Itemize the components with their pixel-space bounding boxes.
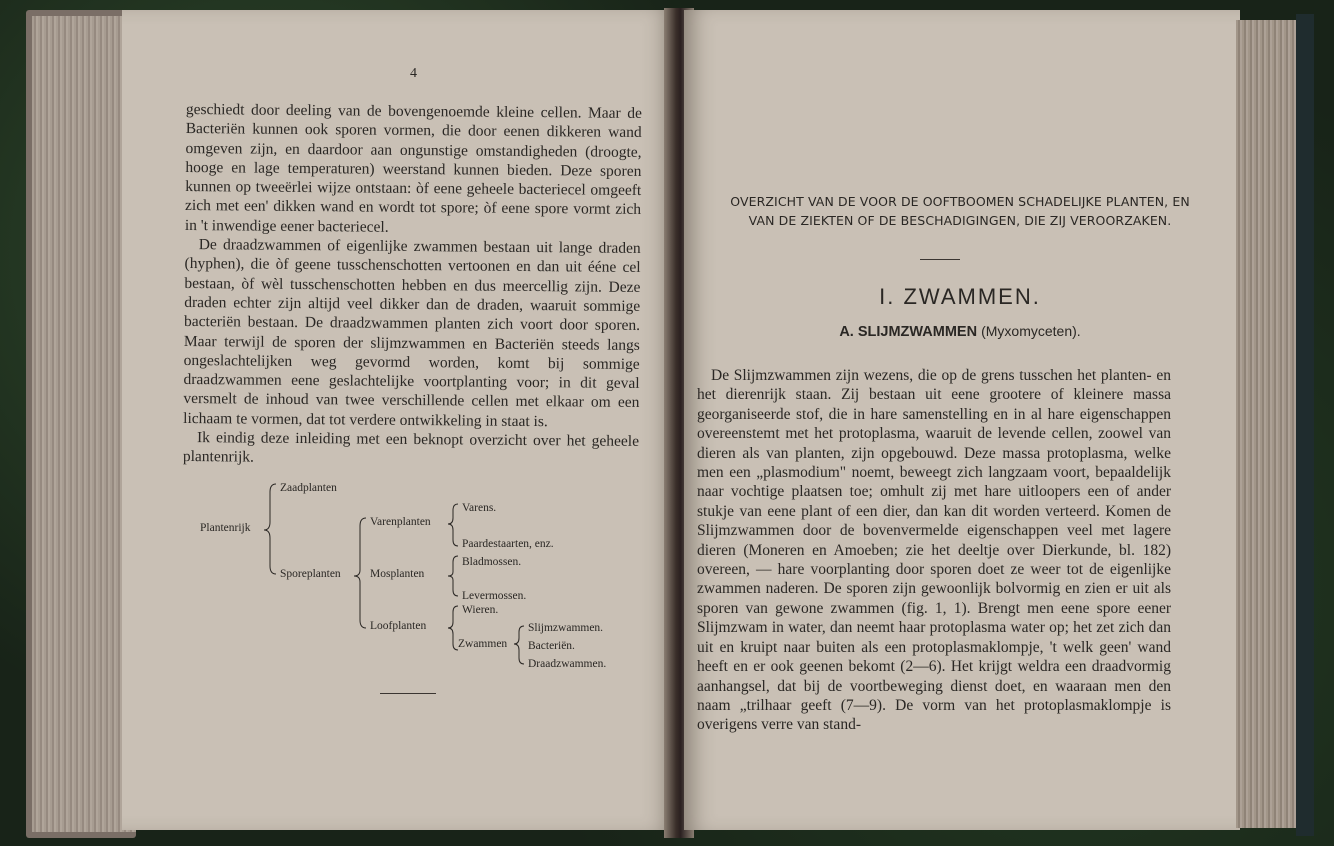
paragraph: De draadzwammen of eigenlijke zwammen bestaan uit lange draden (hyphen), die òf geene tusschenschotten vertoonen en dan uit ééne cel bestaan, òf wèl tusschenschotten hebben en dus meercellig zijn. Deze draden echter zijn altijd veel dikker dan de draden, waaruit sommige bacteriën bestaan. De draadzwammen planten zich voort door sporen. Maar terwijl de sporen der slijmzwammen en Bacteriën steeds langs ongeslachtelijken weg gevormd worden, komt bij sommige draadzwammen eene geslachtelijke voortplanting voor; in dit geval versmelt de inhoud van twee verschillende cellen met elkaar om een lichaam te vormen, dat tot verdere ontwikkeling in staat is. (183, 236, 641, 430)
left-body-text (183, 100, 642, 471)
paragraph: De Slijmzwammen zijn wezens, die op de grens tusschen het planten- en het dierenrijk staan. Zij bestaan uit eene grootere of kleinere massa georganiseerde stof, die in hare samenstelling en in al hare eigenschappen overeenstemt met het protoplasma, waaruit de levende cellen, zoowel van dieren als van planten, zijn opgebouwd. Deze massa protoplasma, welke men een „plasmodium" noemt, beweegt zich langzaam voort, bepaaldelijk naar vochtige plaatsen toe; omhult zij met hare uitloopers een of ander stukje van eene plant of een dier, dan kan dit worden verteerd. Komen de Slijmzwammen door de bovenvermelde eigenschappen veel met lagere dieren (Moneren en Amoeben; zie het deeltje over Dierkunde, bl. 182) overeen, — hare voorplanting door sporen doet ze weer tot de eigenlijke zwammen naderen. De sporen zijn gewoonlijk bolvormig en zien er uit als sporen van gewone zwammen (fig. 1, 1). Brengt men eene spore eener Slijmzwam in water, dan neemt haar protoplasma water op; het zet zich dan uit en kruipt naar buiten als een protoplasmaklompje, 't welk geen' wand heeft en er ook geenen bekomt (2—6). Het krijgt weldra een draadvormig aanhangsel, dat bij de voortbeweging dienst doet, en waaraan men den naam „trilhaar geeft (7—9). De vorm van het protoplasmaklompje is overigens verre van stand- (697, 367, 1171, 734)
chapter-title: I. ZWAMMEN. (879, 284, 1041, 309)
tree-sporeplanten: Sporeplanten (280, 568, 341, 580)
paragraph: geschiedt door deeling van de bovengenoemde kleine cellen. Maar de Bacteriën kunnen ook sporen vormen, die door eenen dikkeren wand omgeven zijn, en daardoor aan ongunstige omstandigheden (droogte, hooge en lage temperaturen) weerstand kunnen bieden. Deze sporen kunnen op tweeërlei wijze ontstaan: òf eene geheele bacteriecel omgeeft zich met een' dikken wand en wordt tot spore; òf eene spore vormt zich in 't inwendige eener bacteriecel. (184, 100, 642, 236)
tree-slijmzwammen: Slijmzwammen. (528, 622, 604, 634)
right-body-text (697, 366, 1171, 735)
tree-wieren: Wieren. (462, 604, 499, 616)
tree-zwammen: Zwammen (458, 638, 508, 650)
plant-classification-tree (200, 478, 640, 678)
page-number: 4 (410, 66, 417, 81)
tree-bladmossen: Bladmossen. (462, 556, 522, 568)
tree-levermossen: Levermossen. (462, 590, 527, 602)
page-stack-right (1236, 20, 1300, 828)
paragraph: Ik eindig deze inleiding met een beknopt overzicht over het geheele plantenrijk. (182, 429, 640, 466)
divider-rule (380, 693, 436, 694)
tree-mosplanten: Mosplanten (370, 568, 425, 580)
tree-root-label: Plantenrijk (200, 522, 251, 534)
divider-rule (920, 259, 960, 260)
book-cover-right (1296, 14, 1314, 836)
tree-zaadplanten: Zaadplanten (280, 482, 337, 494)
header-line: VAN DE ZIEKTEN OF DE BESCHADIGINGEN, DIE ZIJ VEROORZAKEN. (748, 213, 1172, 228)
page-stack-left (32, 16, 136, 832)
page-header (700, 192, 1220, 230)
section-title (700, 323, 1220, 340)
tree-varens: Varens. (462, 502, 497, 514)
section-title-main: A. SLIJMZWAMMEN (839, 324, 978, 340)
tree-varenplanten: Varenplanten (370, 516, 431, 528)
tree-loofplanten: Loofplanten (370, 620, 427, 632)
section-subtitle: (Myxomyceten). (981, 323, 1081, 339)
tree-draadzwammen: Draadzwammen. (528, 658, 607, 670)
header-line: OVERZICHT VAN DE VOOR DE OOFTBOOMEN SCHADELIJKE PLANTEN, EN (730, 194, 1190, 209)
tree-bacterien: Bacteriën. (528, 640, 575, 652)
tree-paardestaarten: Paardestaarten, enz. (462, 538, 554, 550)
